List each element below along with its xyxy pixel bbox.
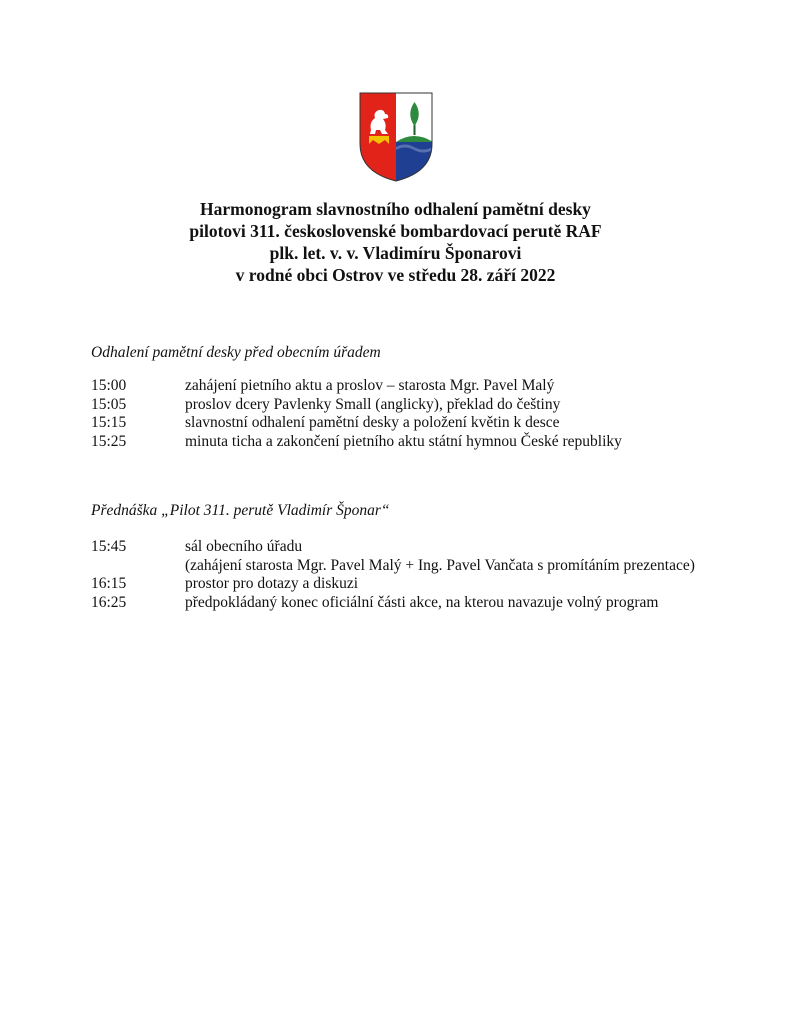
page-title — [0, 198, 791, 286]
schedule-time: 15:00 — [91, 377, 127, 394]
section-heading-unveiling: Odhalení pamětní desky před obecním úřadem — [91, 344, 381, 361]
coat-of-arms-icon — [359, 92, 433, 182]
schedule-time: 15:15 — [91, 414, 127, 431]
schedule-time: 15:05 — [91, 395, 127, 413]
schedule-description: proslov dcery Pavlenky Small (anglicky), překlad do češtiny — [185, 395, 561, 413]
section-heading-lecture: Přednáška „Pilot 311. perutě Vladimír Šponar“ — [91, 502, 390, 519]
schedule-description: prostor pro dotazy a diskuzi — [185, 575, 359, 592]
schedule-time: 15:45 — [91, 538, 127, 555]
schedule-description: minuta ticha a zakončení pietního aktu státní hymnou České republiky — [185, 432, 622, 450]
schedule-description: předpokládaný konec oficiální části akce, na kterou navazuje volný program — [185, 593, 659, 611]
title-line-2: pilotovi 311. československé bombardovací perutě RAF — [189, 221, 602, 241]
schedule-description: sál obecního úřadu — [185, 538, 303, 555]
title-line-1: Harmonogram slavnostního odhalení pamětní desky — [200, 199, 591, 219]
title-line-4: v rodné obci Ostrov ve středu 28. září 2022 — [235, 265, 556, 285]
schedule-time: 15:25 — [91, 432, 127, 450]
schedule-description: zahájení pietního aktu a proslov – starosta Mgr. Pavel Malý — [185, 377, 555, 394]
schedule-description: (zahájení starosta Mgr. Pavel Malý + Ing. Pavel Vančata s promítáním prezentace) — [185, 556, 695, 574]
schedule-time: 16:25 — [91, 593, 127, 611]
schedule-time: 16:15 — [91, 575, 127, 592]
title-line-3: plk. let. v. v. Vladimíru Šponarovi — [269, 243, 522, 263]
schedule-description: slavnostní odhalení pamětní desky a položení květin k desce — [185, 414, 560, 431]
